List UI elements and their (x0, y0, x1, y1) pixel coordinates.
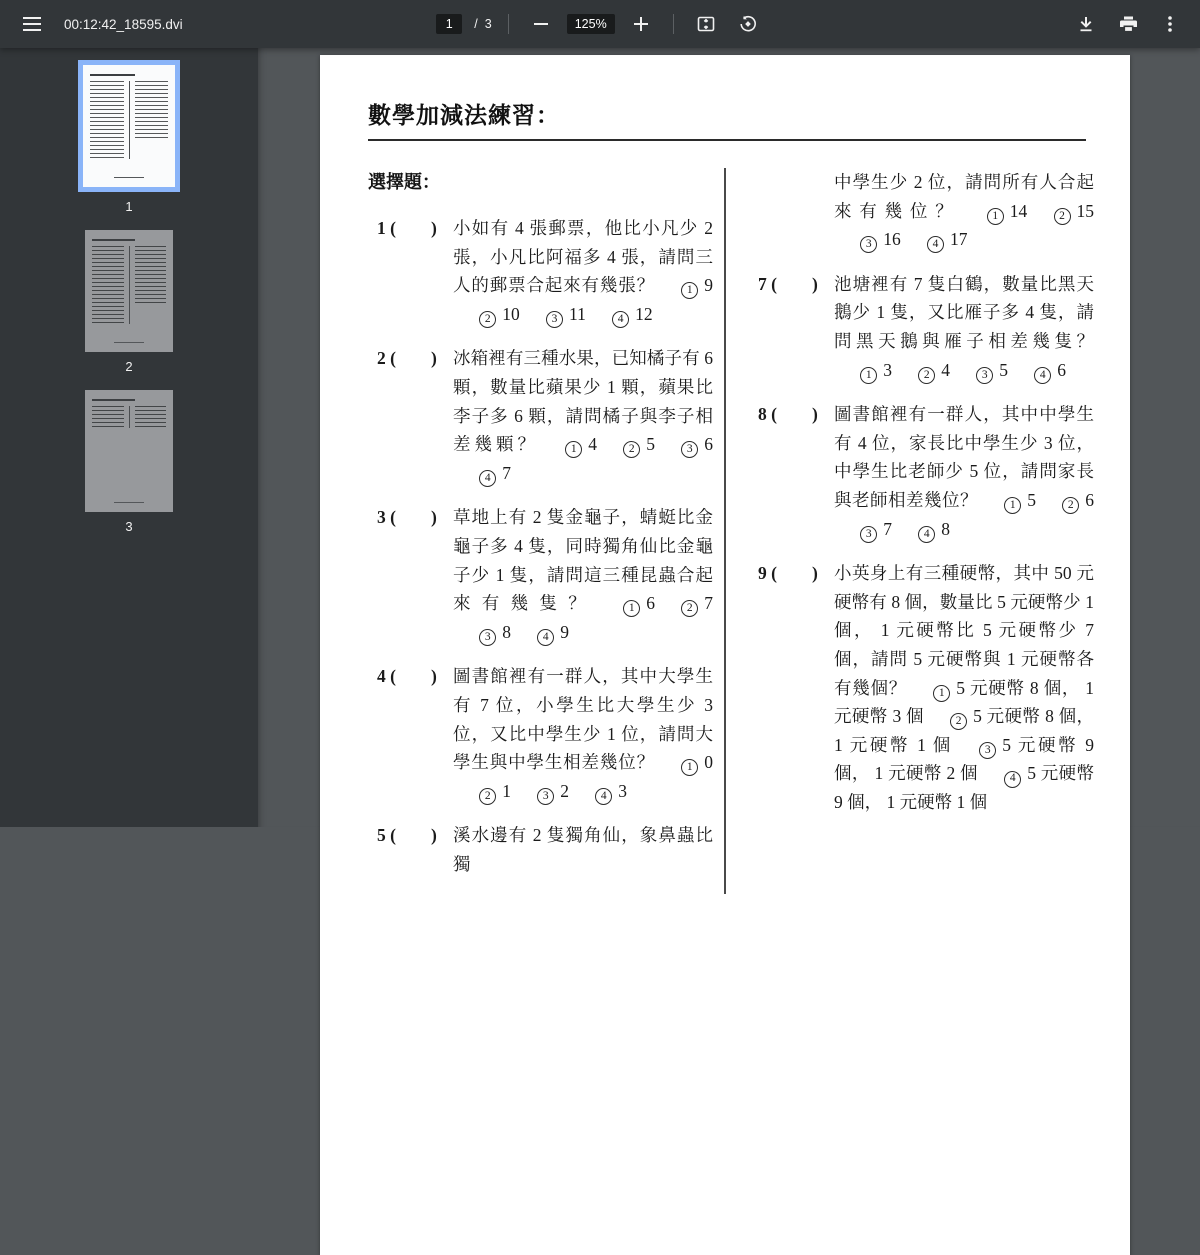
answer-option-2 (1054, 201, 1095, 221)
thumbnail-page-preview (78, 60, 180, 192)
section-label: 選擇題： (368, 172, 440, 192)
answer-option-4 (612, 304, 653, 324)
three-dot-menu-icon[interactable] (1154, 8, 1186, 40)
mini-column (90, 81, 123, 159)
circled-digit: 1 (933, 685, 950, 702)
circled-digit: 1 (565, 441, 582, 458)
question-number-blank: 4 ( ) (377, 666, 437, 687)
answer-option-3 (976, 360, 1008, 380)
left-question-3 (377, 503, 713, 646)
option-value: 5 (999, 359, 1008, 380)
answer-option-1 (681, 275, 713, 295)
question-body: 草地上有 2 隻金龜子，蜻蜓比金龜子多 4 隻，同時獨角仙比金龜子少 1 隻，請問這三種昆蟲合起來有幾隻？ (453, 507, 713, 614)
left-question-1 (377, 214, 713, 328)
thumbnail-page-number: 1 (125, 199, 133, 214)
thumbnail-page-number: 2 (125, 359, 133, 374)
thumbnail-mini-content (92, 399, 166, 504)
circled-digit: 3 (479, 629, 496, 646)
mini-columns (92, 406, 166, 428)
thumbnail-item-3 (78, 390, 180, 534)
menu-icon[interactable] (16, 8, 48, 40)
mini-column (135, 406, 166, 428)
answer-option-2 (918, 360, 950, 380)
document-area[interactable] (258, 48, 1200, 874)
mini-title-line (92, 239, 135, 241)
right-question-8 (758, 400, 1094, 543)
answer-option-1 (987, 201, 1028, 221)
circled-digit: 4 (537, 629, 554, 646)
question-text (834, 168, 1094, 254)
thumbnail-mini-content (90, 74, 167, 179)
worksheet-title: 數學加減法練習： (368, 102, 560, 128)
thumbnail-page-number: 3 (125, 519, 133, 534)
circled-digit: 2 (479, 311, 496, 328)
answer-option-2 (623, 434, 655, 454)
left-question-list (368, 214, 713, 878)
answer-option-1 (1004, 490, 1036, 510)
circled-digit: 1 (860, 367, 877, 384)
toolbar-right (770, 8, 1200, 40)
circled-digit: 1 (623, 600, 640, 617)
mini-title-line (92, 399, 135, 401)
circled-digit: 1 (681, 759, 698, 776)
question-body: 池塘裡有 7 隻白鶴，數量比黑天鵝少 1 隻，又比雁子多 4 隻，請問黑天鵝與雁子相差幾隻？ (834, 273, 1094, 351)
option-value: 7 (704, 593, 713, 614)
question-body: 小如有 4 張郵票，他比小凡少 2 張，小凡比阿福多 4 張，請問三人的郵票合起來有幾張？ (453, 218, 713, 296)
option-value: 15 (1076, 200, 1094, 221)
question-number-blank: 2 ( ) (377, 348, 437, 369)
thumbnail-mini-content (92, 239, 166, 344)
option-value: 5 (646, 434, 655, 455)
answer-option-4 (927, 229, 968, 249)
right-question-continuation (758, 168, 1094, 254)
circled-digit: 3 (979, 742, 996, 759)
answer-option-4 (537, 622, 569, 642)
circled-digit: 3 (537, 788, 554, 805)
question-body: 冰箱裡有三種水果，已知橘子有 6 顆，數量比蘋果少 1 顆，蘋果比李子多 6 顆，請問橘子與李子相差幾顆？ (453, 348, 713, 455)
mini-column (92, 246, 123, 324)
right-question-list (758, 168, 1094, 816)
question-body: 溪水邊有 2 隻獨角仙，象鼻蟲比獨 (453, 825, 713, 874)
question-body: 小英身上有三種硬幣，其中 50 元硬幣有 8 個，數量比 5 元硬幣少 1 個， 1 元硬幣比 5 元硬幣少 7 個，請問 5 元硬幣與 1 元硬幣各有幾個？ (834, 563, 1094, 698)
answer-option-1 (623, 593, 655, 613)
pdf-toolbar (0, 0, 1200, 48)
download-icon[interactable] (1070, 8, 1102, 40)
circled-digit: 2 (1054, 208, 1071, 225)
zoom-out-button[interactable] (525, 8, 557, 40)
answer-option-3 (681, 434, 713, 454)
option-value: 3 (883, 359, 892, 380)
answer-option-4 (595, 781, 627, 801)
thumbnail-list (78, 60, 180, 550)
document-filename: 00:12:42_18595.dvi (64, 16, 183, 32)
page-number-input[interactable] (436, 14, 462, 34)
left-column (368, 168, 713, 894)
mini-columns (92, 246, 166, 324)
option-value: 1 (502, 780, 511, 801)
circled-digit: 3 (546, 311, 563, 328)
question-text (834, 270, 1094, 384)
thumbnail-item-1 (78, 60, 180, 214)
option-value: 6 (646, 593, 655, 614)
question-number-blank: 7 ( ) (758, 273, 818, 294)
two-column-layout (368, 168, 1130, 894)
circled-digit: 4 (1004, 771, 1021, 788)
circled-digit: 4 (612, 311, 629, 328)
print-icon[interactable] (1112, 8, 1144, 40)
question-text (453, 344, 713, 487)
question-body: 中學生少 2 位，請問所有人合起來有幾位？ (834, 172, 1094, 221)
page-total: 3 (484, 17, 492, 31)
option-value: 16 (883, 229, 901, 250)
page-thumbnail-1[interactable] (78, 60, 180, 192)
question-text (453, 821, 713, 878)
mini-column-divider (129, 246, 130, 324)
left-question-2 (377, 344, 713, 487)
answer-option-2 (479, 781, 511, 801)
question-text (453, 662, 713, 805)
answer-option-3 (860, 229, 901, 249)
page-thumbnail-3[interactable] (85, 390, 173, 512)
toolbar-separator (673, 14, 674, 34)
answer-option-3 (546, 304, 586, 324)
answer-option-2 (681, 593, 713, 613)
question-text (453, 214, 713, 328)
option-value: 8 (502, 621, 511, 642)
toolbar-separator (508, 14, 509, 34)
option-value: 6 (704, 434, 713, 455)
mini-column-divider (129, 406, 130, 428)
answer-option-3 (860, 519, 892, 539)
answer-option-1 (565, 434, 597, 454)
toolbar-left (0, 8, 430, 40)
thumbnail-page-preview (85, 390, 173, 512)
option-value: 5 元硬幣 9 個， 1 元硬幣 2 個 (834, 734, 1095, 784)
rotate-counterclockwise-icon[interactable] (732, 8, 764, 40)
question-number-blank: 1 ( ) (377, 218, 437, 238)
option-value: 0 (704, 752, 713, 773)
toolbar-center (430, 8, 770, 40)
circled-digit: 2 (950, 713, 967, 730)
question-text (834, 559, 1094, 816)
option-value: 7 (502, 462, 511, 483)
circled-digit: 3 (860, 236, 877, 253)
circled-digit: 2 (918, 367, 935, 384)
question-number-blank: 9 ( ) (758, 563, 818, 584)
circled-digit: 2 (1062, 497, 1079, 514)
option-value: 14 (1009, 200, 1028, 221)
question-body: 圖書館裡有一群人，其中中學生有 4 位，家長比中學生少 3 位，中學生比老師少 5 位，請問家長與老師相差幾位？ (834, 404, 1094, 510)
circled-digit: 3 (860, 526, 877, 543)
option-value: 4 (588, 434, 597, 455)
circled-digit: 4 (918, 526, 935, 543)
question-text (834, 400, 1094, 543)
mini-title-line (90, 74, 135, 76)
question-number-blank (758, 168, 834, 254)
circled-digit: 2 (479, 788, 496, 805)
option-value: 9 (560, 621, 569, 642)
circled-digit: 4 (927, 236, 944, 253)
circled-digit: 1 (1004, 497, 1021, 514)
mini-column (135, 246, 166, 304)
circled-digit: 2 (623, 441, 640, 458)
answer-option-1 (681, 752, 713, 772)
circled-digit: 4 (479, 470, 496, 487)
option-value: 12 (635, 303, 653, 324)
option-value: 5 元硬幣 9 個， 1 元硬幣 1 個 (834, 763, 1095, 812)
question-number-blank: 3 ( ) (377, 507, 437, 528)
option-value: 5 (1027, 489, 1036, 510)
option-value: 2 (560, 780, 569, 801)
mini-column (135, 81, 168, 139)
circled-digit: 3 (681, 441, 698, 458)
option-value: 8 (941, 518, 950, 539)
answer-option-3 (537, 781, 569, 801)
question-body: 圖書館裡有一群人，其中大學生有 7 位，小學生比大學生少 3 位，又比中學生少 1 位，請問大學生與中學生相差幾位？ (453, 666, 713, 773)
option-value: 7 (883, 518, 892, 539)
circled-digit: 2 (681, 600, 698, 617)
option-value: 5 元硬幣 8 個， 1 元硬幣 1 個 (834, 706, 1095, 755)
option-value: 11 (569, 303, 586, 324)
mini-column (92, 406, 123, 428)
option-value: 10 (502, 303, 520, 324)
right-column (758, 168, 1094, 894)
viewer-body (0, 48, 1200, 874)
mini-footer-line (114, 502, 144, 503)
option-value: 17 (950, 229, 968, 250)
title-underline (368, 139, 1086, 141)
page-thumbnail-2[interactable] (85, 230, 173, 352)
question-text (453, 503, 713, 646)
mini-footer-line (114, 342, 144, 343)
thumbnail-page-preview (85, 230, 173, 352)
left-question-5 (377, 821, 713, 878)
question-number-blank: 8 ( ) (758, 404, 818, 425)
option-value: 4 (941, 359, 950, 380)
column-divider-rule (724, 168, 726, 894)
fit-to-page-icon[interactable] (690, 8, 722, 40)
circled-digit: 1 (987, 208, 1004, 225)
page-count-label (474, 17, 491, 31)
answer-option-2 (479, 304, 520, 324)
question-number-blank: 5 ( ) (377, 825, 437, 846)
right-question-9 (758, 559, 1094, 816)
answer-option-1 (860, 360, 892, 380)
circled-digit: 4 (1034, 367, 1051, 384)
pdf-page-1 (320, 55, 1130, 1255)
option-value: 9 (704, 275, 713, 296)
option-value: 6 (1085, 489, 1094, 510)
answer-option-2 (1062, 490, 1094, 510)
answer-option-4 (479, 463, 511, 483)
zoom-level-badge: 125% (567, 14, 615, 34)
mini-column-divider (129, 81, 130, 159)
mini-footer-line (114, 177, 145, 178)
option-value: 3 (618, 780, 627, 801)
answer-option-3 (479, 622, 511, 642)
left-question-4 (377, 662, 713, 805)
option-value: 6 (1057, 359, 1066, 380)
zoom-in-button[interactable] (625, 8, 657, 40)
mini-columns (90, 81, 167, 159)
thumbnail-sidebar (0, 48, 258, 827)
answer-option-4 (918, 519, 950, 539)
circled-digit: 3 (976, 367, 993, 384)
option-value: 5 元硬幣 8 個， 1 元硬幣 3 個 (834, 677, 1095, 727)
thumbnail-item-2 (78, 230, 180, 374)
answer-option-4 (1034, 360, 1066, 380)
circled-digit: 4 (595, 788, 612, 805)
right-question-7 (758, 270, 1094, 384)
page-divider: / (474, 17, 478, 31)
circled-digit: 1 (681, 282, 698, 299)
